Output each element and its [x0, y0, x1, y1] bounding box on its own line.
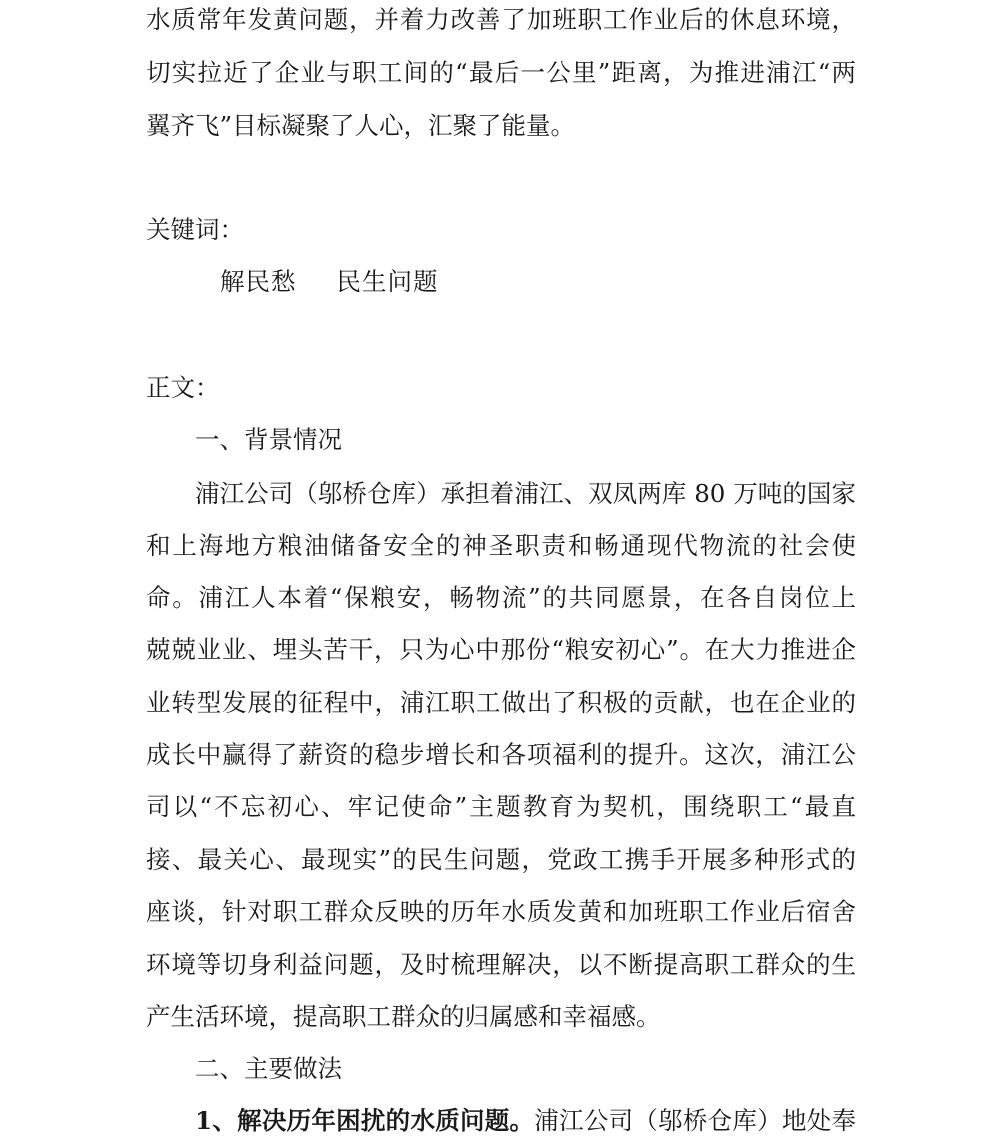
intro-line-1: 水质常年发黄问题，并着力改善了加班职工作业后的休息环境，: [146, 5, 856, 34]
section1-line-5: 业转型发展的征程中，浦江职工做出了积极的贡献，也在企业的: [146, 688, 856, 717]
keyword-item: 解民愁: [220, 267, 297, 296]
keywords-list: [220, 267, 820, 297]
section2-item1-title: 1、解决历年困扰的水质问题。: [195, 1106, 535, 1135]
section1-line-4: 兢兢业业、埋头苦干，只为心中那份“粮安初心”。在大力推进企: [146, 635, 856, 664]
section2-heading: 二、主要做法: [195, 1054, 342, 1083]
section1-line-2: 和上海地方粮油储备安全的神圣职责和畅通现代物流的社会使: [146, 531, 856, 560]
intro-line-3: 翼齐飞”目标凝聚了人心，汇聚了能量。: [146, 111, 576, 140]
intro-line-2: 切实拉近了企业与职工间的“最后一公里”距离，为推进浦江“两: [146, 58, 856, 87]
body-label: 正文：: [146, 373, 220, 402]
keyword-item: 民生问题: [336, 267, 439, 296]
section1-line-8: 接、最关心、最现实”的民生问题，党政工携手开展多种形式的: [146, 845, 856, 874]
section2-item1-text: 浦江公司（邬桥仓库）地处奉: [534, 1106, 856, 1135]
section1-heading: 一、背景情况: [195, 425, 342, 454]
section1-line-11: 产生活环境，提高职工群众的归属感和幸福感。: [146, 1002, 661, 1031]
section1-line-3: 命。浦江人本着“保粮安，畅物流”的共同愿景，在各自岗位上: [146, 583, 856, 612]
section1-line-6: 成长中赢得了薪资的稳步增长和各项福利的提升。这次，浦江公: [146, 740, 856, 769]
section1-line-1: 浦江公司（邬桥仓库）承担着浦江、双凤两库 80 万吨的国家: [195, 479, 856, 508]
section1-line-9: 座谈，针对职工群众反映的历年水质发黄和加班职工作业后宿舍: [146, 897, 856, 926]
section2-item1: [195, 1106, 856, 1136]
keywords-label: 关键词：: [146, 215, 244, 244]
section1-line-10: 环境等切身利益问题，及时梳理解决，以不断提高职工群众的生: [146, 950, 856, 979]
section1-line-7: 司以“不忘初心、牢记使命”主题教育为契机，围绕职工“最直: [146, 792, 856, 821]
